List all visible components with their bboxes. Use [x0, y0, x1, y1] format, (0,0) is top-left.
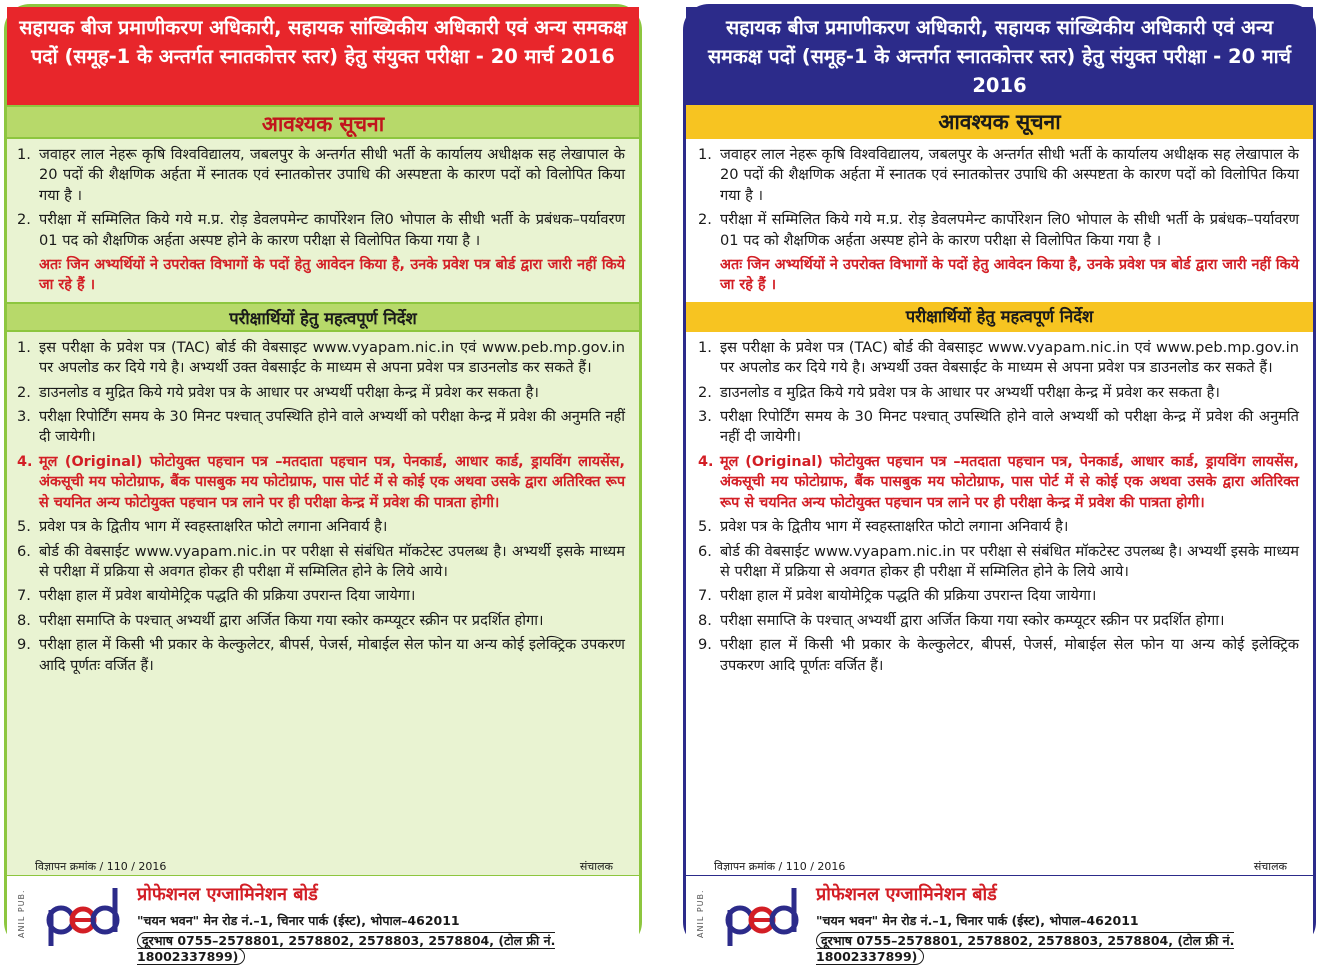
notice-item — [698, 210, 1299, 251]
item-number: 5. — [698, 518, 712, 536]
ad-strip — [686, 857, 1313, 875]
item-text: बोर्ड की वेबसाईट www.vyapam.nic.in पर परीक्षा से संबंधित मॉकटेस्ट उपलब्ध है। अभ्यर्थी इसके माध्यम से परीक्षा में प्रक्रिया से अवगत होकर ही परीक्षा में सम्मिलित होने के लिये आये। — [720, 542, 1299, 580]
notice-red-text: अतः जिन अभ्यर्थियों ने उपरोक्त विभागों के पदों हेतु आवेदन किया है, उनके प्रवेश पत्र बोर्ड द्वारा जारी नहीं किये जा रहे हैं । — [39, 257, 625, 294]
signatory: संचालक — [1253, 859, 1287, 873]
item-number: 7. — [698, 587, 712, 605]
instruction-item — [698, 542, 1299, 583]
item-text: परीक्षा हाल में किसी भी प्रकार के केल्कुलेटर, बीपर्स, पेजर्स, मोबाईल सेल फोन या अन्य कोई इलेक्ट्रिक उपकरण आदि पूर्णतः वर्जित हैं। — [39, 636, 625, 674]
item-number: 3. — [698, 408, 712, 426]
phone-text: दूरभाष 0755–2578801, 2578802, 2578803, 2578804, (टोल फ्री नं. 18002337899) — [137, 933, 556, 964]
board-address: "चयन भवन" मेन रोड नं.–1, चिनार पार्क (ईस्ट), भोपाल–462011 — [816, 913, 1139, 928]
instruction-item — [698, 407, 1299, 448]
item-number: 6. — [698, 542, 712, 560]
peb-logo-icon — [47, 882, 119, 948]
instruction-item — [17, 338, 625, 379]
notice-item — [17, 145, 625, 206]
publisher-credit: ANIL PUB. — [696, 889, 705, 939]
item-text: प्रवेश पत्र के द्वितीय भाग में स्वहस्ताक्षरित फोटो लगाना अनिवार्य है। — [39, 518, 388, 536]
notice-section — [7, 139, 639, 302]
item-number: 7. — [17, 587, 31, 605]
item-number: 8. — [17, 611, 31, 629]
item-number: 1. — [17, 338, 31, 356]
item-text: परीक्षा रिपोर्टिंग समय के 30 मिनट पश्चात् उपस्थिति होने वाले अभ्यर्थी को परीक्षा केन्द्र में प्रवेश की अनुमति नहीं दी जायेगी। — [720, 408, 1299, 446]
instruction-item — [17, 586, 625, 606]
board-footer — [686, 875, 1313, 964]
item-text: डाउनलोड व मुद्रित किये गये प्रवेश पत्र के आधार पर अभ्यर्थी परीक्षा केन्द्र में प्रवेश कर सकता है। — [39, 383, 539, 401]
instruction-item — [698, 635, 1299, 676]
instruction-item — [698, 586, 1299, 606]
item-number: 8. — [698, 611, 712, 629]
item-text: परीक्षा में सम्मिलित किये गये म.प्र. रोड़ डेवलपमेन्ट कार्पोरेशन लि0 भोपाल के सीधी भर्ती के प्रबंधक–पर्यावरण 01 पद को शैक्षणिक अर्हता अस्पष्ट होने के कारण परीक्षा से विलोपित किया गया है । — [720, 211, 1299, 249]
item-text: मूल (Original) फोटोयुक्त पहचान पत्र –मतदाता पहचान पत्र, पेनकार्ड, आधार कार्ड, ड्रायविंग लायसेंस, अंकसूची मय फोटोग्राफ, बैंक पासबुक मय फोटोग्राफ, पास पोर्ट में से कोई एक अथवा उसके द्वारा अतिरिक्त रूप से चयनित अन्य फोटोयुक्त पहचान पत्र लाने पर ही परीक्षा केन्द्र में प्रवेश की पात्रता होगी। — [39, 453, 625, 511]
item-number: 2. — [698, 383, 712, 401]
instruction-item — [17, 407, 625, 448]
peb-logo-icon — [726, 882, 798, 948]
item-number: 5. — [17, 518, 31, 536]
item-text: जवाहर लाल नेहरू कृषि विश्वविद्यालय, जबलपुर के अन्तर्गत सीधी भर्ती के कार्यालय अधीक्षक सह लेखापाल के 20 पदों की शैक्षणिक अर्हता में स्नातक एवं स्नातकोत्तर उपाधि की अस्पष्टता के कारण पदों को विलोपित किया गया है । — [39, 146, 625, 204]
notice-list — [17, 145, 625, 251]
item-number: 1. — [698, 146, 712, 163]
notice-item — [698, 145, 1299, 206]
item-text: परीक्षा में सम्मिलित किये गये म.प्र. रोड़ डेवलपमेन्ट कार्पोरेशन लि0 भोपाल के सीधी भर्ती के प्रबंधक–पर्यावरण 01 पद को शैक्षणिक अर्हता अस्पष्ट होने के कारण परीक्षा से विलोपित किया गया है । — [39, 211, 625, 249]
item-text: बोर्ड की वेबसाईट www.vyapam.nic.in पर परीक्षा से संबंधित मॉकटेस्ट उपलब्ध है। अभ्यर्थी इसके माध्यम से परीक्षा में प्रक्रिया से अवगत होकर ही परीक्षा में सम्मिलित होने के लिये आये। — [39, 542, 625, 580]
item-text: प्रवेश पत्र के द्वितीय भाग में स्वहस्ताक्षरित फोटो लगाना अनिवार्य है। — [720, 518, 1069, 536]
item-text: जवाहर लाल नेहरू कृषि विश्वविद्यालय, जबलपुर के अन्तर्गत सीधी भर्ती के कार्यालय अधीक्षक सह लेखापाल के 20 पदों की शैक्षणिक अर्हता में स्नातक एवं स्नातकोत्तर उपाधि की अस्पष्टता के कारण पदों को विलोपित किया गया है । — [720, 146, 1299, 204]
item-text: परीक्षा रिपोर्टिंग समय के 30 मिनट पश्चात् उपस्थिति होने वाले अभ्यर्थी को परीक्षा केन्द्र में प्रवेश की अनुमति नहीं दी जायेगी। — [39, 408, 625, 446]
item-number: 9. — [698, 636, 712, 654]
instruction-item — [17, 517, 625, 537]
item-text: परीक्षा हाल में प्रवेश बायोमेट्रिक पद्धति की प्रक्रिया उपरान्त दिया जायेगा। — [39, 587, 416, 605]
instructions-section — [7, 332, 639, 684]
board-footer — [7, 875, 639, 964]
item-number: 2. — [17, 211, 31, 229]
instruction-item — [17, 611, 625, 631]
instructions-heading: परीक्षार्थियों हेतु महत्वपूर्ण निर्देश — [7, 302, 639, 332]
instruction-item-important — [17, 452, 625, 513]
notice-red-text: अतः जिन अभ्यर्थियों ने उपरोक्त विभागों के पदों हेतु आवेदन किया है, उनके प्रवेश पत्र बोर्ड द्वारा जारी नहीं किये जा रहे हैं । — [720, 257, 1299, 294]
item-number: 1. — [17, 146, 31, 163]
signatory: संचालक — [579, 859, 613, 873]
item-text: परीक्षा हाल में किसी भी प्रकार के केल्कुलेटर, बीपर्स, पेजर्स, मोबाईल सेल फोन या अन्य कोई इलेक्ट्रिक उपकरण आदि पूर्णतः वर्जित हैं। — [720, 636, 1299, 674]
item-text: इस परीक्षा के प्रवेश पत्र (TAC) बोर्ड की वेबसाइट www.vyapam.nic.in एवं www.peb.mp.gov.in पर अपलोड कर दिये गये है। अभ्यर्थी उक्त वेबसाईट के माध्यम से अपना प्रवेश पत्र डाउनलोड कर सकते हैं। — [39, 338, 625, 377]
item-text: मूल (Original) फोटोयुक्त पहचान पत्र –मतदाता पहचान पत्र, पेनकार्ड, आधार कार्ड, ड्रायविंग लायसेंस, अंकसूची मय फोटोग्राफ, बैंक पासबुक मय फोटोग्राफ, पास पोर्ट में से कोई एक अथवा उसके द्वारा अतिरिक्त रूप से चयनित अन्य फोटोयुक्त पहचान पत्र लाने पर ही परीक्षा केन्द्र में प्रवेश की पात्रता होगी। — [720, 453, 1299, 511]
instruction-item — [17, 635, 625, 676]
item-text: परीक्षा समाप्ति के पश्चात् अभ्यर्थी द्वारा अर्जित किया गया स्कोर कम्प्यूटर स्क्रीन पर प्रदर्शित होगा। — [720, 611, 1225, 629]
board-phone — [816, 932, 1313, 964]
instructions-heading: परीक्षार्थियों हेतु महत्वपूर्ण निर्देश — [686, 302, 1313, 332]
notice-heading: आवश्यक सूचना — [7, 105, 639, 139]
instructions-list — [698, 338, 1299, 676]
item-number: 2. — [17, 383, 31, 401]
item-text: परीक्षा हाल में प्रवेश बायोमेट्रिक पद्धति की प्रक्रिया उपरान्त दिया जायेगा। — [720, 587, 1097, 605]
item-number: 3. — [17, 408, 31, 426]
board-name: प्रोफेशनल एग्जामिनेशन बोर्ड — [137, 884, 318, 905]
item-number: 1. — [698, 338, 712, 356]
notice-title: सहायक बीज प्रमाणीकरण अधिकारी, सहायक सांख्यिकीय अधिकारी एवं अन्य समकक्ष पदों (समूह-1 के अन्तर्गत स्नातकोत्तर स्तर) हेतु संयुक्त परीक्षा - 20 मार्च 2016 — [7, 7, 639, 105]
item-number: 9. — [17, 636, 31, 654]
publisher-credit: ANIL PUB. — [17, 889, 26, 939]
instructions-section — [686, 332, 1313, 684]
item-number: 2. — [698, 211, 712, 229]
instruction-item — [698, 383, 1299, 403]
notice-panel-green — [4, 4, 642, 964]
item-text: इस परीक्षा के प्रवेश पत्र (TAC) बोर्ड की वेबसाइट www.vyapam.nic.in एवं www.peb.mp.gov.in पर अपलोड कर दिये गये है। अभ्यर्थी उक्त वेबसाईट के माध्यम से अपना प्रवेश पत्र डाउनलोड कर सकते हैं। — [720, 338, 1299, 377]
notice-section — [686, 139, 1313, 302]
item-number: 4. — [17, 453, 33, 470]
ad-number: विज्ञापन क्रमांक / 110 / 2016 — [714, 859, 846, 873]
item-text: डाउनलोड व मुद्रित किये गये प्रवेश पत्र के आधार पर अभ्यर्थी परीक्षा केन्द्र में प्रवेश कर सकता है। — [720, 383, 1220, 401]
item-number: 6. — [17, 542, 31, 560]
item-number: 4. — [698, 453, 714, 470]
ad-number: विज्ञापन क्रमांक / 110 / 2016 — [35, 859, 167, 873]
instruction-item — [17, 542, 625, 583]
notice-panel-blue — [683, 4, 1316, 964]
instruction-item — [698, 338, 1299, 379]
instruction-item — [698, 611, 1299, 631]
instruction-item — [698, 517, 1299, 537]
notice-heading: आवश्यक सूचना — [686, 105, 1313, 139]
phone-text: दूरभाष 0755–2578801, 2578802, 2578803, 2578804, (टोल फ्री नं. 18002337899) — [816, 933, 1235, 964]
notice-item — [17, 210, 625, 251]
instructions-list — [17, 338, 625, 676]
board-name: प्रोफेशनल एग्जामिनेशन बोर्ड — [816, 884, 997, 905]
instruction-item-important — [698, 452, 1299, 513]
instruction-item — [17, 383, 625, 403]
notice-list — [698, 145, 1299, 251]
board-address: "चयन भवन" मेन रोड नं.–1, चिनार पार्क (ईस्ट), भोपाल–462011 — [137, 913, 460, 928]
board-phone — [137, 932, 639, 964]
item-text: परीक्षा समाप्ति के पश्चात् अभ्यर्थी द्वारा अर्जित किया गया स्कोर कम्प्यूटर स्क्रीन पर प्रदर्शित होगा। — [39, 611, 544, 629]
ad-strip — [7, 857, 639, 875]
notice-title: सहायक बीज प्रमाणीकरण अधिकारी, सहायक सांख्यिकीय अधिकारी एवं अन्य समकक्ष पदों (समूह-1 के अन्तर्गत स्नातकोत्तर स्तर) हेतु संयुक्त परीक्षा - 20 मार्च 2016 — [686, 7, 1313, 105]
